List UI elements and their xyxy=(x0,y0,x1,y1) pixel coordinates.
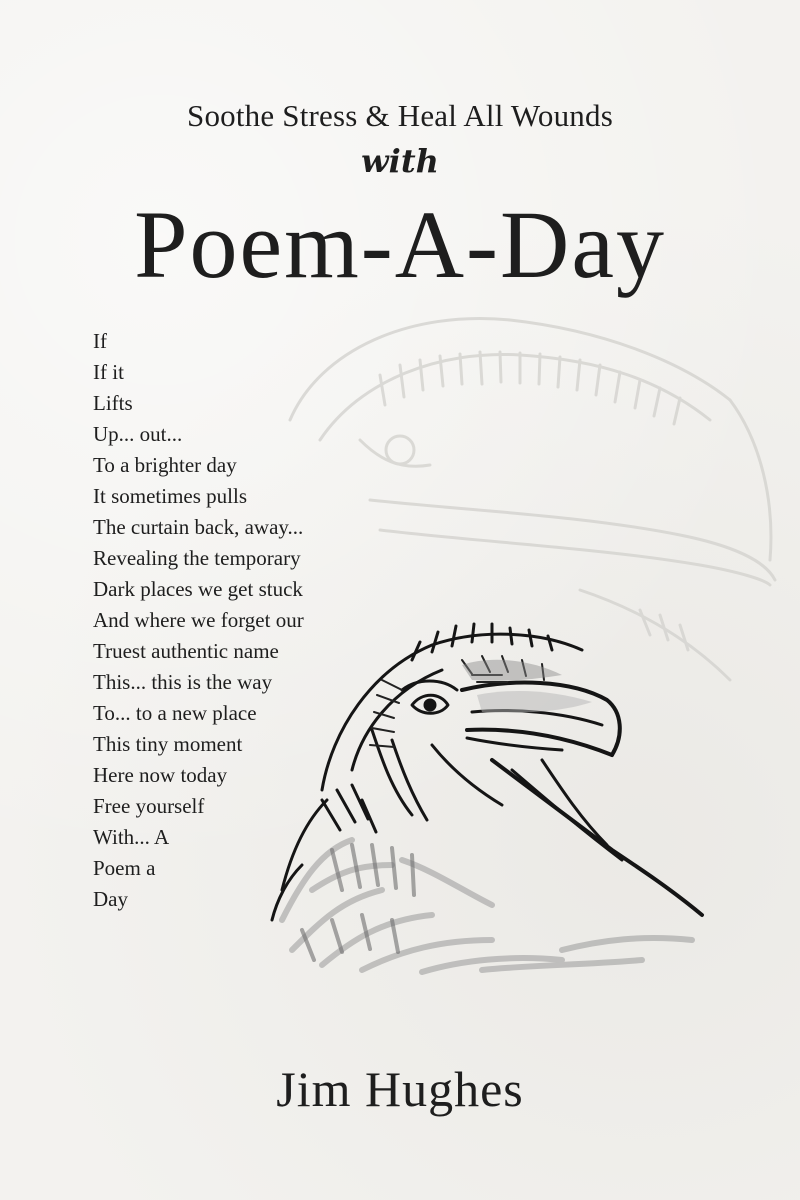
crow-head-sketch xyxy=(262,620,762,980)
poem-line: Dark places we get stuck xyxy=(93,577,303,601)
author-name: Jim Hughes xyxy=(276,1061,524,1117)
poem-line: Day xyxy=(93,887,128,911)
poem-line: Revealing the temporary xyxy=(93,546,301,570)
poem-line: To... to a new place xyxy=(93,701,257,725)
poem-line: It sometimes pulls xyxy=(93,484,247,508)
connector-word: with xyxy=(361,142,439,180)
poem-line: And where we forget our xyxy=(93,608,304,632)
poem-line: If xyxy=(93,329,107,353)
poem-line: Poem a xyxy=(93,856,156,880)
poem-line: This... this is the way xyxy=(93,670,273,694)
book-title: Poem-A-Day xyxy=(134,191,666,298)
poem-line: This tiny moment xyxy=(93,732,243,756)
poem-line: Here now today xyxy=(93,763,228,787)
poem-line: With... A xyxy=(93,825,170,849)
poem-line: Free yourself xyxy=(93,794,205,818)
poem-line: To a brighter day xyxy=(93,453,237,477)
poem-line: If it xyxy=(93,360,124,384)
poem-line: Truest authentic name xyxy=(93,639,279,663)
poem-line: The curtain back, away... xyxy=(93,515,304,539)
poem-line: Up... out... xyxy=(93,422,183,446)
subtitle: Soothe Stress & Heal All Wounds xyxy=(187,98,613,133)
poem-line: Lifts xyxy=(93,391,133,415)
